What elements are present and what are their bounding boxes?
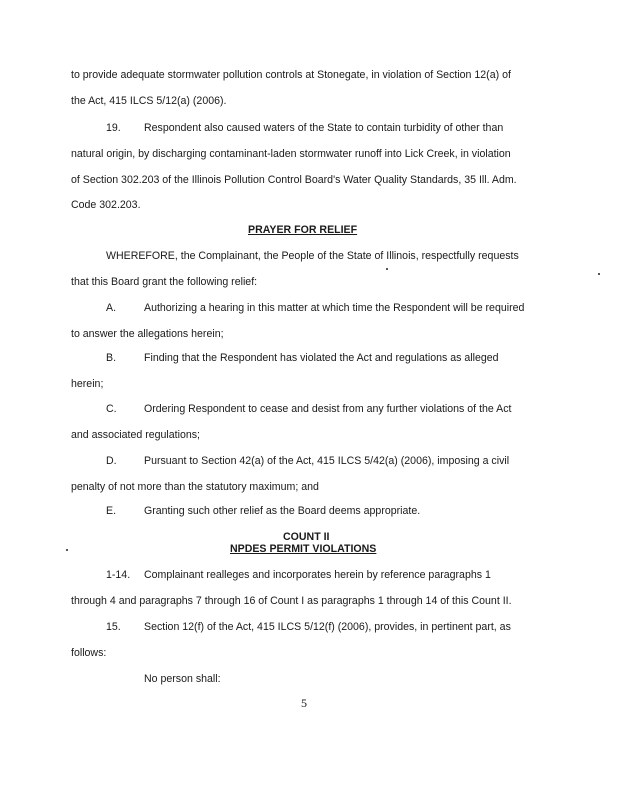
count-heading: COUNT II [283, 531, 330, 543]
paragraph-15-line-1: Section 12(f) of the Act, 415 ILCS 5/12(f) (2006), provides, in pertinent part, as [144, 621, 511, 633]
relief-b-label: B. [106, 352, 117, 364]
relief-e-line-1: Granting such other relief as the Board deems appropriate. [144, 505, 421, 517]
relief-c-line-1: Ordering Respondent to cease and desist from any further violations of the Act [144, 403, 512, 415]
paragraph-15-number: 15. [106, 621, 121, 633]
scan-speck [66, 549, 68, 551]
relief-c-line-2: and associated regulations; [71, 429, 200, 441]
paragraph-18-line-2: the Act, 415 ILCS 5/12(a) (2006). [71, 95, 227, 107]
relief-a-line-1: Authorizing a hearing in this matter at which time the Respondent will be required [144, 302, 525, 314]
relief-a-line-2: to answer the allegations herein; [71, 328, 224, 340]
block-quote: No person shall: [144, 673, 221, 685]
scan-speck [598, 273, 600, 275]
scan-speck [386, 268, 388, 270]
paragraph-1-14-number: 1-14. [106, 569, 131, 581]
relief-c-label: C. [106, 403, 117, 415]
count-subheading: NPDES PERMIT VIOLATIONS [230, 543, 377, 555]
paragraph-19-number: 19. [106, 122, 121, 134]
paragraph-19-line-4: Code 302.203. [71, 199, 141, 211]
prayer-line-2: that this Board grant the following relief: [71, 276, 258, 288]
relief-e-label: E. [106, 505, 117, 517]
paragraph-19-line-1: Respondent also caused waters of the State to contain turbidity of other than [144, 122, 504, 134]
paragraph-1-14-line-2: through 4 and paragraphs 7 through 16 of Count I as paragraphs 1 through 14 of this Count II. [71, 595, 512, 607]
relief-b-line-1: Finding that the Respondent has violated the Act and regulations as alleged [144, 352, 499, 364]
relief-d-label: D. [106, 455, 117, 467]
paragraph-1-14-line-1: Complainant realleges and incorporates herein by reference paragraphs 1 [144, 569, 491, 581]
prayer-for-relief-heading: PRAYER FOR RELIEF [248, 224, 358, 236]
paragraph-18-line-1: to provide adequate stormwater pollution controls at Stonegate, in violation of Section 12(a) of [71, 69, 511, 81]
relief-b-line-2: herein; [71, 378, 104, 390]
paragraph-15-line-2: follows: [71, 647, 107, 659]
relief-d-line-1: Pursuant to Section 42(a) of the Act, 415 ILCS 5/42(a) (2006), imposing a civil [144, 455, 510, 467]
page-number: 5 [301, 696, 307, 710]
paragraph-19-line-2: natural origin, by discharging contaminant-laden stormwater runoff into Lick Creek, in violation [71, 148, 511, 160]
relief-a-label: A. [106, 302, 117, 314]
relief-d-line-2: penalty of not more than the statutory maximum; and [71, 481, 319, 493]
prayer-line-1: WHEREFORE, the Complainant, the People of the State of Illinois, respectfully requests [106, 250, 519, 262]
paragraph-19-line-3: of Section 302.203 of the Illinois Pollution Control Board's Water Quality Standards, 35 Ill. Adm. [71, 174, 517, 186]
